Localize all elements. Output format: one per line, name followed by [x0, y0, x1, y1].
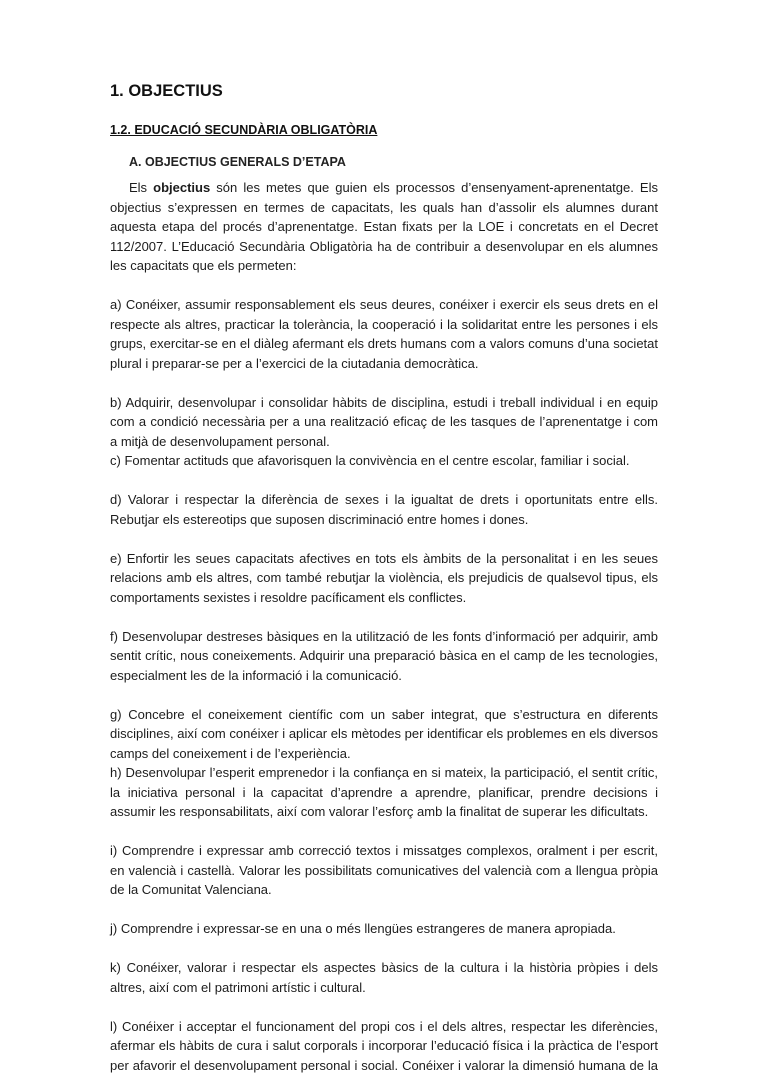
objective-h: h) Desenvolupar l’esperit emprenedor i la confiança en si mateix, la participació, el sentit crític, la iniciativa personal i la capacitat d’aprendre a aprendre, planificar, prendre decisions i assumir les responsabilitats, així com valorar l’esforç amb la finalitat de superar les dificultats.: [110, 763, 658, 822]
objective-j: j) Comprendre i expressar-se en una o més llengües estrangeres de manera apropiada.: [110, 919, 658, 939]
document-body: [110, 178, 658, 1075]
intro-rest: són les metes que guien els processos d’ensenyament-aprenentatge. Els objectius s’expressen en termes de capacitats, les quals han d’assolir els alumnes durant aquesta etapa del procés d’aprenentatge. Estan fixats per la LOE i concretats en el Decret 112/2007. L’Educació Secundària Obligatòria ha de contribuir a desenvolupar en els alumnes les capacitats que els permeten:: [110, 180, 658, 273]
objective-d: d) Valorar i respectar la diferència de sexes i la igualtat de drets i oportunitats entre ells. Rebutjar els estereotips que suposen discriminació entre homes i dones.: [110, 490, 658, 529]
heading-objectius: 1. OBJECTIUS: [110, 82, 223, 101]
intro-paragraph: [110, 178, 658, 276]
objective-k: k) Conéixer, valorar i respectar els aspectes bàsics de la cultura i la història pròpies i dels altres, així com el patrimoni artístic i cultural.: [110, 958, 658, 997]
objective-e: e) Enfortir les seues capacitats afectives en tots els àmbits de la personalitat i en les seues relacions amb els altres, com també rebutjar la violència, els prejudicis de qualsevol tipus, els comportaments sexistes i resoldre pacíficament els conflictes.: [110, 549, 658, 608]
intro-bold-term: objectius: [153, 180, 210, 195]
heading-eso: 1.2. EDUCACIÓ SECUNDÀRIA OBLIGATÒRIA: [110, 123, 377, 137]
intro-lead: Els: [129, 180, 153, 195]
heading-objectius-generals: A. OBJECTIUS GENERALS D’ETAPA: [129, 155, 346, 169]
objective-b: b) Adquirir, desenvolupar i consolidar hàbits de disciplina, estudi i treball individual i en equip com a condició necessària per a una realització eficaç de les tasques de l’aprenentatge i com a mitjà de desenvolupament personal.: [110, 393, 658, 452]
objective-a: a) Conéixer, assumir responsablement els seus deures, conéixer i exercir els seus drets en el respecte als altres, practicar la tolerància, la cooperació i la solidaritat entre les persones i els grups, exercitar-se en el diàleg afermant els drets humans com a valors comuns d’una societat plural i preparar-se per a l’exercici de la ciutadania democràtica.: [110, 295, 658, 373]
objective-i: i) Comprendre i expressar amb correcció textos i missatges complexos, oralment i per escrit, en valencià i castellà. Valorar les possibilitats comunicatives del valencià com a llengua pròpia de la Comunitat Valenciana.: [110, 841, 658, 900]
objective-l: l) Conéixer i acceptar el funcionament del propi cos i el dels altres, respectar les diferències, afermar els hàbits de cura i salut corporals i incorporar l’educació física i la pràctica de l’esport per afavorir el desenvolupament personal i social. Conéixer i valorar la dimensió humana de la: [110, 1017, 658, 1075]
objective-c: c) Fomentar actituds que afavorisquen la convivència en el centre escolar, familiar i social.: [110, 451, 658, 471]
objective-f: f) Desenvolupar destreses bàsiques en la utilització de les fonts d’informació per adquirir, amb sentit crític, nous coneixements. Adquirir una preparació bàsica en el camp de les tecnologies, especialment les de la informació i la comunicació.: [110, 627, 658, 686]
objective-g: g) Concebre el coneixement científic com un saber integrat, que s’estructura en diferents disciplines, així com conéixer i aplicar els mètodes per identificar els problemes en els diversos camps del coneixement i de l’experiència.: [110, 705, 658, 764]
